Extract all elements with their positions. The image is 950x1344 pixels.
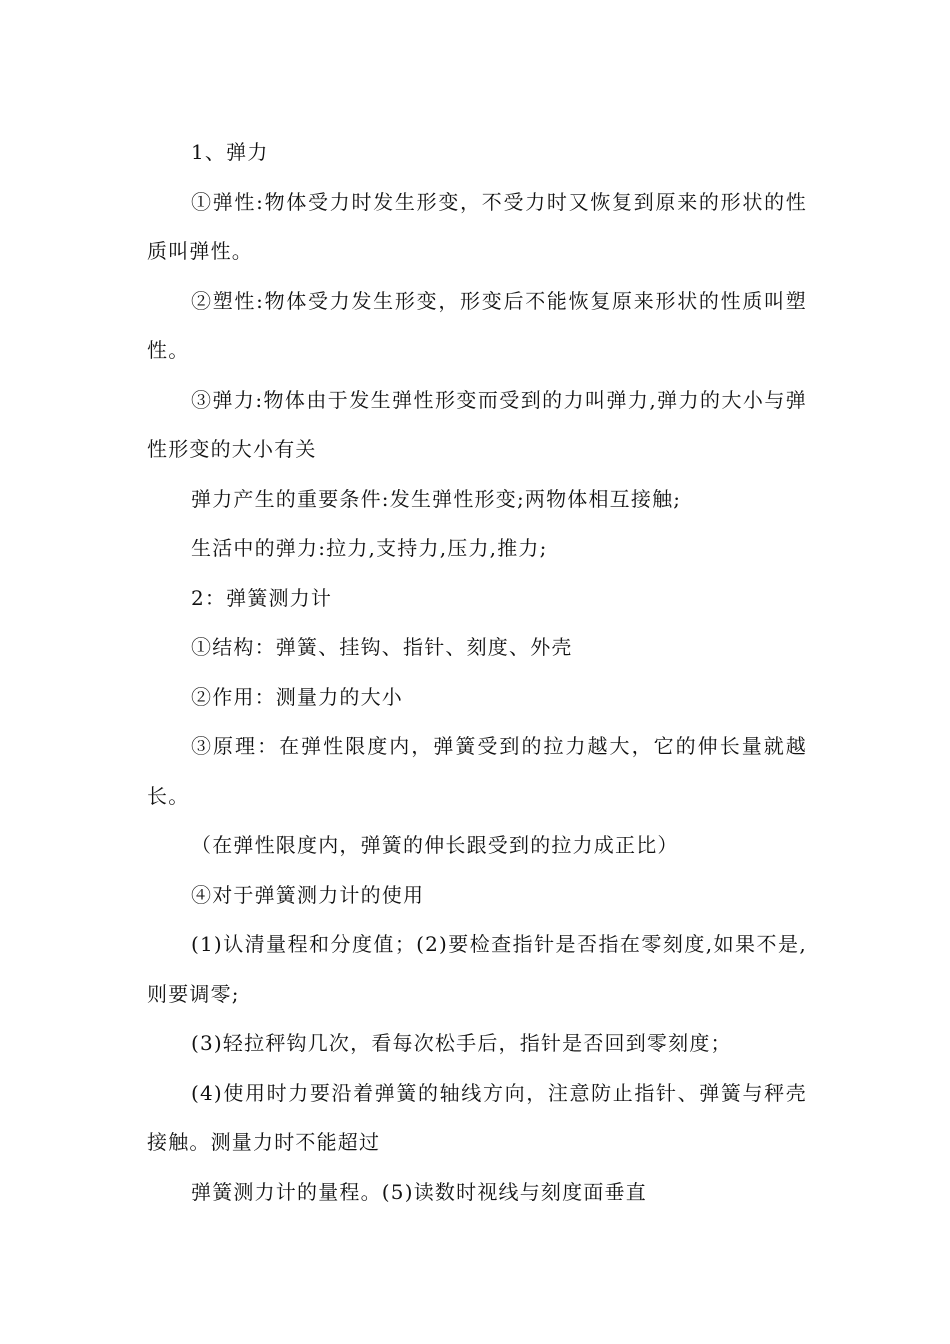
paragraph-principle-note: （在弹性限度内，弹簧的伸长跟受到的拉力成正比） <box>191 833 679 857</box>
paragraph-plasticity-definition: ②塑性:物体受力发生形变，形变后不能恢复原来形状的性质叫塑性。 <box>147 288 807 362</box>
paragraph-usage-step-3: (3)轻拉秤钩几次，看每次松手后，指针是否回到零刻度； <box>191 1031 732 1055</box>
paragraph-elasticity-definition: ①弹性:物体受力时发生形变，不受力时又恢复到原来的形状的性质叫弹性。 <box>147 189 807 263</box>
paragraph-usage-heading: ④对于弹簧测力计的使用 <box>191 882 425 907</box>
paragraph-elastic-force-examples: 生活中的弹力:拉力,支持力,压力,推力; <box>191 536 548 560</box>
document-body <box>147 128 807 1217</box>
section-heading-spring-scale: 2：弹簧测力计 <box>191 585 333 610</box>
paragraph-elastic-force-definition: ③弹力:物体由于发生弹性形变而受到的力叫弹力,弹力的大小与弹性形变的大小有关 <box>147 387 807 461</box>
paragraph-structure: ①结构：弹簧、挂钩、指针、刻度、外壳 <box>191 635 573 659</box>
paragraph-usage-steps-1-2: (1)认清量程和分度值；(2)要检查指针是否指在零刻度,如果不是,则要调零; <box>147 932 807 1006</box>
paragraph-principle: ③原理：在弹性限度内，弹簧受到的拉力越大，它的伸长量就越长。 <box>147 734 807 808</box>
paragraph-elastic-force-conditions: 弹力产生的重要条件:发生弹性形变;两物体相互接触; <box>191 486 682 511</box>
section-heading-elasticity: 1、弹力 <box>191 140 269 164</box>
paragraph-usage-step-4: (4)使用时力要沿着弹簧的轴线方向，注意防止指针、弹簧与秤壳接触。测量力时不能超过 <box>147 1080 807 1154</box>
paragraph-function: ②作用：测量力的大小 <box>191 684 403 709</box>
paragraph-usage-step-5: 弹簧测力计的量程。(5)读数时视线与刻度面垂直 <box>191 1179 647 1204</box>
